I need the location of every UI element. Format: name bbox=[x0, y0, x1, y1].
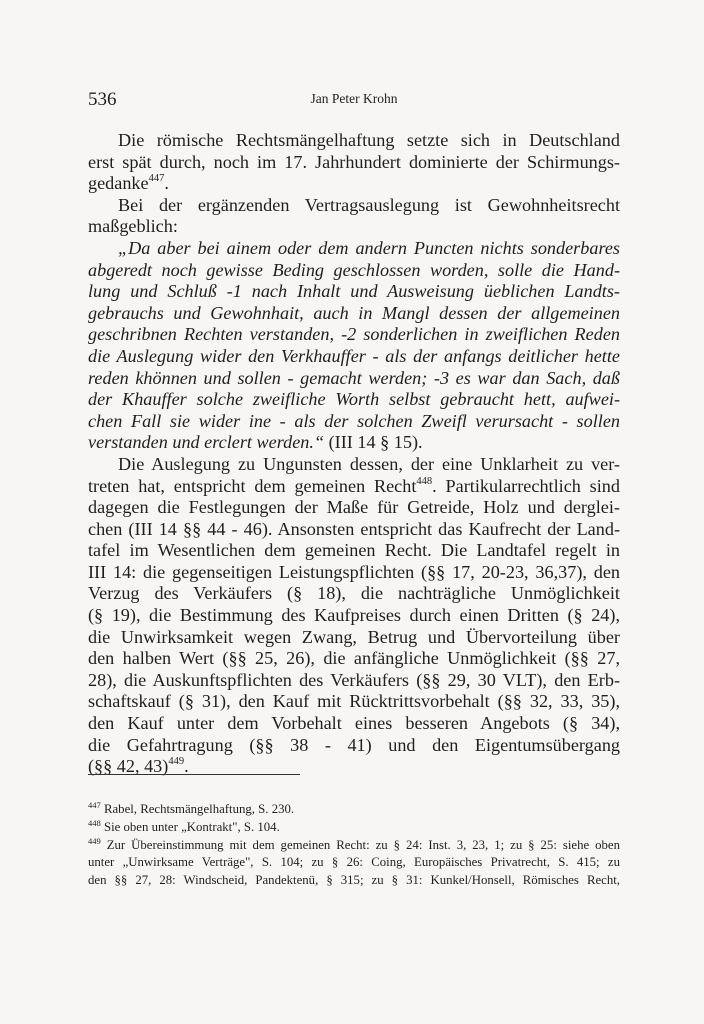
text-fragment: (§§ 42, 43) bbox=[88, 756, 169, 777]
text-line: 28), die Auskunftspflichten des Verkäufers (§§ 29, 30 VLT), den Erb- bbox=[88, 669, 620, 690]
text-line: maßgeblich: bbox=[88, 216, 178, 237]
footnote-text: Zur Übereinstimmung mit dem gemeinen Recht: zu § 24: Inst. 3, 23, 1; zu § 25: siehe oben bbox=[100, 837, 620, 852]
text-fragment: . bbox=[164, 173, 169, 194]
footnote-ref-447[interactable]: 447 bbox=[148, 173, 165, 185]
text-line: (§ 19), die Bestimmung des Kaufpreises durch einen Dritten (§ 24), bbox=[88, 605, 620, 626]
text-line: Die Auslegung zu Ungunsten dessen, der eine Unklarheit zu ver- bbox=[118, 453, 620, 474]
footnote-449 bbox=[88, 837, 620, 855]
text-line: die Gefahrtragung (§§ 38 - 41) und den Eigentumsübergang bbox=[88, 734, 620, 755]
quote-line: gebrauchs und Gewohnhait, auch in Mangl dessen der allgemeinen bbox=[88, 302, 620, 323]
quote-line: die Auslegung wider den Verkhauffer - als der anfangs deitlicher hette bbox=[88, 345, 620, 366]
text-line: den Kauf unter dem Vorbehalt eines besseren Angebots (§ 34), bbox=[88, 713, 620, 734]
running-head-author: Jan Peter Krohn bbox=[310, 91, 398, 106]
footnote-447 bbox=[88, 801, 620, 819]
quote-line: chen Fall sie wider ine - als der solchen Zweifl verursacht - sollen bbox=[88, 410, 620, 431]
text-line: chen (III 14 §§ 44 - 46). Ansonsten entspricht das Kaufrecht der Land- bbox=[88, 518, 620, 539]
footnote-number: 448 bbox=[88, 817, 101, 828]
footnote-449-cont: den §§ 27, 28: Windscheid, Pandektenü, § 315; zu § 31: Kunkel/Honsell, Römisches Recht, bbox=[88, 873, 620, 888]
text-fragment: . Partikularrechtlich sind bbox=[432, 475, 620, 496]
quote-line: reden khönnen und sollen - gemacht werden; -3 es war dan Sach, daß bbox=[88, 367, 620, 388]
text-line bbox=[88, 173, 620, 195]
text-line: schaftskauf (§ 31), den Kauf mit Rücktrittsvorbehalt (§§ 32, 33, 35), bbox=[88, 691, 620, 712]
footnote-448 bbox=[88, 819, 620, 837]
text-line: tafel im Wesentlichen dem gemeinen Recht. Die Landtafel regelt in bbox=[88, 540, 620, 561]
footnote-text: Sie oben unter „Kontrakt", S. 104. bbox=[100, 819, 280, 834]
footnotes bbox=[88, 801, 620, 890]
text-fragment: treten hat, entspricht dem gemeinen Recht bbox=[88, 475, 417, 496]
text-line bbox=[88, 476, 620, 498]
text-line: die Unwirksamkeit wegen Zwang, Betrug und Übervorteilung über bbox=[88, 626, 620, 647]
quote-line: abgeredt noch gewisse Beding geschlossen worden, solle die Hand- bbox=[88, 259, 620, 280]
footnote-449-cont: unter „Unwirksame Verträge", S. 104; zu § 26: Coing, Europäisches Privatrecht, S. 415; zu bbox=[88, 855, 620, 870]
footnote-ref-449[interactable]: 449 bbox=[168, 756, 185, 768]
quote-citation: (III 14 § 15). bbox=[324, 432, 423, 453]
quote-fragment: verstanden und erclert werden.“ bbox=[88, 432, 325, 453]
text-fragment: . bbox=[184, 756, 189, 777]
text-line: erst spät durch, noch im 17. Jahrhundert dominierte der Schirmungs- bbox=[88, 151, 620, 172]
main-text bbox=[88, 130, 620, 778]
footnote-text: Rabel, Rechtsmängelhaftung, S. 230. bbox=[100, 802, 295, 816]
text-line: Die römische Rechtsmängelhaftung setzte sich in Deutschland bbox=[118, 130, 620, 150]
page-number: 536 bbox=[88, 89, 117, 110]
page-header bbox=[88, 89, 620, 113]
text-line: III 14: die gegenseitigen Leistungspflichten (§§ 17, 20-23, 36,37), den bbox=[88, 561, 620, 582]
text-line: Verzug des Verkäufers (§ 18), die nachträgliche Unmöglichkeit bbox=[88, 583, 620, 604]
quote-line: der Khauffer solche zweifliche Worth selbst gebraucht hett, aufwei- bbox=[88, 389, 620, 410]
footnote-ref-448[interactable]: 448 bbox=[416, 475, 433, 487]
quote-line: „Da aber bei ainem oder dem andern Puncten nichts sonderbares bbox=[118, 237, 620, 258]
quote-line bbox=[88, 432, 620, 454]
footnote-number: 449 bbox=[88, 835, 101, 846]
footnote-separator bbox=[88, 774, 300, 775]
quote-line: lung und Schluß -1 nach Inhalt und Ausweisung üeblichen Landts- bbox=[88, 281, 620, 302]
text-line: Bei der ergänzenden Vertragsauslegung ist Gewohnheitsrecht bbox=[118, 194, 620, 215]
text-line: dagegen die Festlegungen der Maße für Getreide, Holz und derglei- bbox=[88, 497, 620, 518]
quote-line: geschribnen Rechten verstanden, -2 sonderlichen in zweiflichen Reden bbox=[88, 324, 620, 345]
footnote-number: 447 bbox=[88, 800, 101, 810]
text-line: den halben Wert (§§ 25, 26), die anfängliche Unmöglichkeit (§§ 27, bbox=[88, 648, 620, 669]
text-fragment: gedanke bbox=[88, 173, 149, 194]
